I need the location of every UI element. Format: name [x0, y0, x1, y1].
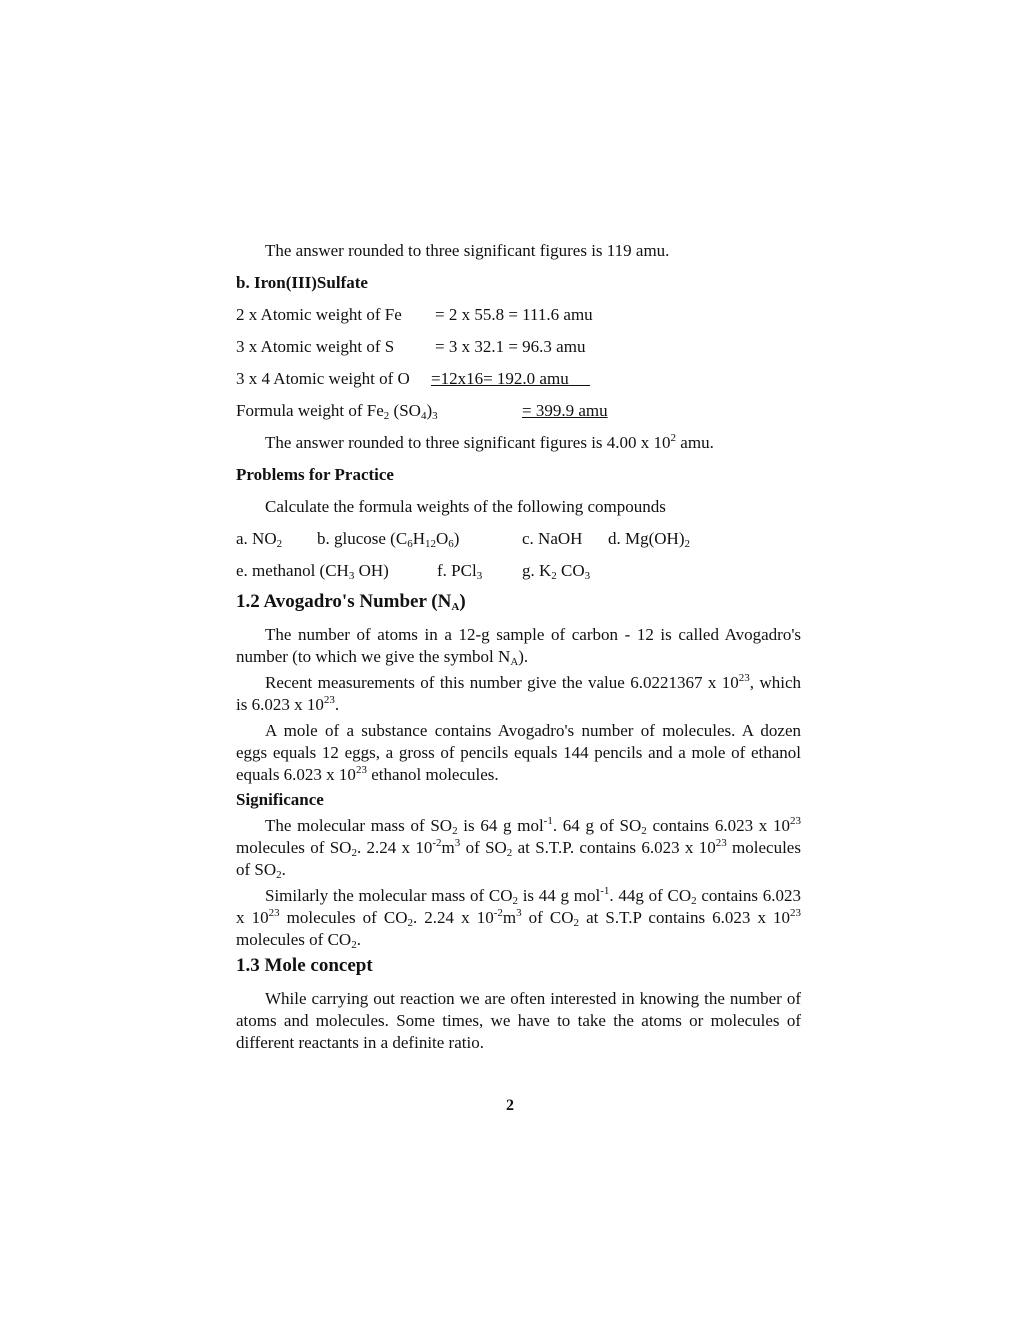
practice-heading: Problems for Practice [236, 465, 394, 484]
avogadro-text [236, 624, 801, 786]
mole-concept-p1: While carrying out reaction we are often interested in knowing the number of atoms and molecules. Some times, we have to take the atoms or molecules of different reactants in a definite ratio. [236, 989, 801, 1052]
significance-text [236, 815, 801, 951]
avogadro-p2: Recent measurements of this number give the value 6.0221367 x $10^{23}$, which is 6.023 x $10^{23}$. [236, 672, 802, 714]
avogadro-p3: A mole of a substance contains Avogadro's number of molecules. A dozen eggs equals 12 eggs, a gross of pencils equals 144 pencils and a mole of ethanol equals 6.023 x $10^{23}$ ethanol molecules. [236, 721, 801, 784]
formula-weight-row: Formula weight of $Fe_2$ $(SO_4)_3 = 399.9$ amu [236, 401, 608, 422]
calc-row-o: 3 x 4 Atomic weight of O =12x16= 192.0 amu [236, 369, 569, 388]
avogadro-p1: The number of atoms in a 12-g sample of carbon - 12 is called Avogadro's number (to which we give the symbol $N_A$). [236, 625, 801, 668]
significance-heading: Significance [236, 790, 324, 809]
page-number: 2 [506, 1097, 514, 1114]
significance-p1: The molecular mass of $SO_2$ is 64 g mol$^{-1}$. 64 g of $SO_2$ contains 6.023 x $10^{23}$ molecules of $SO_2$. 2.24 x $10^{-2}m^3$ of $SO_2$ at S.T.P. contains 6.023 x $10^{23}$ molecules of $SO_2$. [236, 815, 801, 881]
practice-row-1: a. $NO_2$ b. glucose $(C_6H_{12}O_6)$ c. NaOH d. $Mg(OH)_2$ [236, 529, 690, 550]
section-1-2-heading: 1.2 Avogadro's Number $(N_A)$ [236, 591, 466, 613]
calc-row-fe: 2 x Atomic weight of Fe = 2 x 55.8 = 111.6 amu [236, 305, 593, 324]
calc-row-s: 3 x Atomic weight of S = 3 x 32.1 = 96.3 amu [236, 337, 586, 356]
intro-line: The answer rounded to three significant figures is 119 amu. [265, 241, 670, 260]
practice-row-2: e. methanol ($CH_3$ OH) f. PCl$_3$ g. $K_2$ $CO_3$ [236, 561, 591, 582]
significance-p2: Similarly the molecular mass of $CO_2$ is 44 g mol$^{-1}$. 44g of $CO_2$ contains 6.023 x $10^{23}$ molecules of $CO_2$. 2.24 x $10^{-2}m^3$ of $CO_2$ at S.T.P contains 6.023 x $10^{23}$ molecules of $CO_2$. [236, 885, 802, 951]
answer-line: The answer rounded to three significant figures is 4.00 x $10^2$ amu. [265, 432, 714, 452]
iron-sulfate-heading: b. Iron(III)Sulfate [236, 273, 368, 292]
mole-concept-text [236, 988, 801, 1054]
practice-instruction: Calculate the formula weights of the following compounds [265, 497, 666, 516]
section-1-3-heading: 1.3 Mole concept [236, 955, 373, 976]
